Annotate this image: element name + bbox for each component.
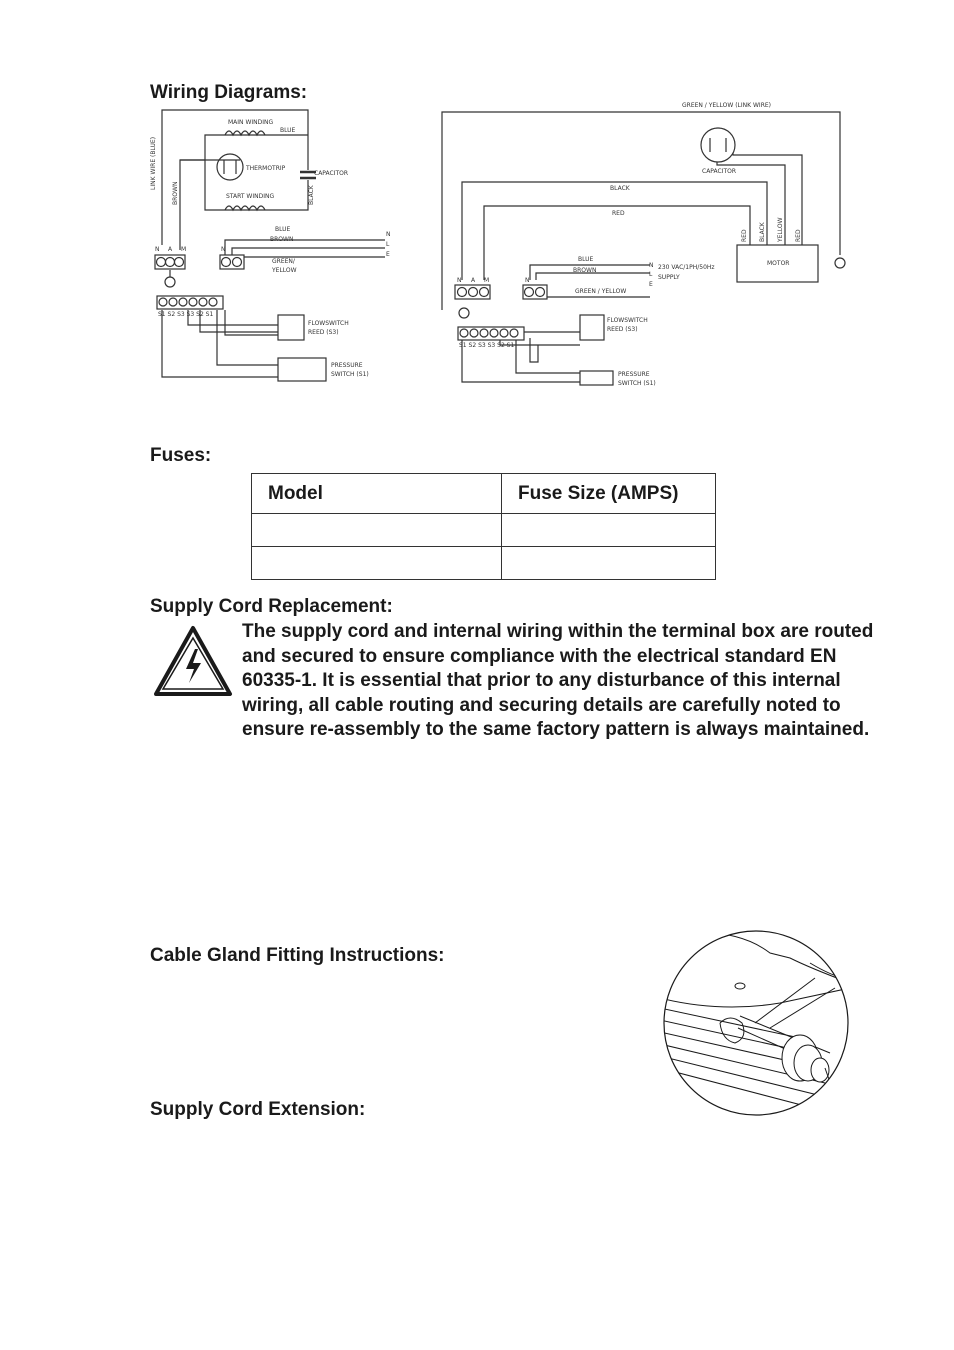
flowswitch-label-2: REED (S3) bbox=[308, 329, 339, 336]
thermotrip-label: THERMOTRIP bbox=[246, 165, 286, 172]
switch-terminals-right-label: S1 S2 S3 S3 S2 S1 bbox=[459, 342, 515, 349]
cable-gland-illustration bbox=[660, 928, 852, 1118]
e-label: E bbox=[386, 251, 390, 258]
terminal-n2-right-label: N bbox=[525, 277, 530, 284]
red-right-label: RED bbox=[612, 210, 625, 217]
black-right-label: BLACK bbox=[610, 185, 630, 192]
terminal-a-label: A bbox=[168, 246, 173, 253]
fuse-size-header: Fuse Size (AMPS) bbox=[502, 474, 716, 514]
brown-right-supply-label: BROWN bbox=[573, 267, 597, 274]
table-cell bbox=[502, 514, 716, 547]
l-label: L bbox=[386, 241, 390, 248]
supply-cord-replacement-heading: Supply Cord Replacement: bbox=[150, 596, 393, 617]
black-label: BLACK bbox=[308, 185, 315, 205]
cable-gland-heading: Cable Gland Fitting Instructions: bbox=[150, 945, 445, 966]
pressure-label-1: PRESSURE bbox=[331, 362, 363, 369]
red-vertical-label: RED bbox=[741, 229, 748, 242]
flowswitch-right-label-2: REED (S3) bbox=[607, 326, 638, 333]
brown-supply-label: BROWN bbox=[270, 236, 294, 243]
wiring-diagram-right bbox=[430, 95, 860, 395]
wiring-diagrams-heading: Wiring Diagrams: bbox=[150, 82, 308, 103]
pressure-right-label-2: SWITCH (S1) bbox=[618, 380, 656, 387]
black-vertical-label: BLACK bbox=[759, 222, 766, 242]
table-cell bbox=[252, 514, 502, 547]
green-yellow-label-2: YELLOW bbox=[272, 267, 297, 274]
fuse-table-header-row bbox=[252, 474, 716, 514]
blue-supply-label: BLUE bbox=[275, 226, 291, 233]
terminal-m-label: M bbox=[181, 246, 187, 253]
supply-label-1: 230 VAC/1PH/50Hz bbox=[658, 264, 715, 271]
n-right-label: N bbox=[649, 262, 654, 269]
flowswitch-label-1: FLOWSWITCH bbox=[308, 320, 349, 327]
start-winding-label: START WINDING bbox=[226, 193, 275, 200]
blue-top-label: BLUE bbox=[280, 127, 296, 134]
supply-label-2: SUPPLY bbox=[658, 274, 680, 281]
supply-cord-extension-heading: Supply Cord Extension: bbox=[150, 1099, 366, 1120]
supply-cord-warning-text: The supply cord and internal wiring within the terminal box are routed and secured to ensure compliance with the electrical standard EN 60335-1. It is essential that prior to any disturbance of this internal wiring, all cable routing and securing details are carefully noted to ensure re-assembly to the same factory pattern is always maintained. bbox=[242, 621, 874, 740]
motor-label: MOTOR bbox=[767, 260, 790, 267]
table-row bbox=[252, 547, 716, 580]
n-label: N bbox=[386, 231, 391, 238]
electrical-hazard-icon bbox=[153, 625, 233, 697]
fuses-heading: Fuses: bbox=[150, 445, 212, 466]
fuse-table bbox=[251, 473, 716, 580]
terminal-n-right-label: N bbox=[457, 277, 462, 284]
capacitor-right-label: CAPACITOR bbox=[702, 168, 737, 175]
table-cell bbox=[502, 547, 716, 580]
table-row bbox=[252, 514, 716, 547]
table-cell bbox=[252, 547, 502, 580]
brown-label: BROWN bbox=[172, 181, 179, 205]
pressure-right-label-1: PRESSURE bbox=[618, 371, 650, 378]
l-right-label: L bbox=[649, 271, 653, 278]
link-wire-label: LINK WIRE (BLUE) bbox=[150, 136, 157, 190]
e-right-label: E bbox=[649, 281, 653, 288]
model-header: Model bbox=[252, 474, 502, 514]
capacitor-label: CAPACITOR bbox=[314, 170, 349, 177]
main-winding-label: MAIN WINDING bbox=[228, 119, 274, 126]
terminal-n-label: N bbox=[155, 246, 160, 253]
link-wire-right-label: GREEN / YELLOW (LINK WIRE) bbox=[682, 102, 772, 109]
green-yellow-right-label: GREEN / YELLOW bbox=[575, 288, 627, 295]
switch-terminals-label: S1 S2 S3 S3 S2 S1 bbox=[158, 311, 214, 318]
pressure-label-2: SWITCH (S1) bbox=[331, 371, 369, 378]
red-vertical-label-2: RED bbox=[795, 229, 802, 242]
flowswitch-right-label-1: FLOWSWITCH bbox=[607, 317, 648, 324]
terminal-n2-label: N bbox=[221, 246, 226, 253]
blue-right-supply-label: BLUE bbox=[578, 256, 594, 263]
wiring-diagram-left bbox=[140, 100, 410, 390]
green-yellow-label-1: GREEN/ bbox=[272, 258, 295, 265]
terminal-a-right-label: A bbox=[471, 277, 476, 284]
yellow-vertical-label: YELLOW bbox=[777, 217, 784, 242]
terminal-m-right-label: M bbox=[484, 277, 490, 284]
